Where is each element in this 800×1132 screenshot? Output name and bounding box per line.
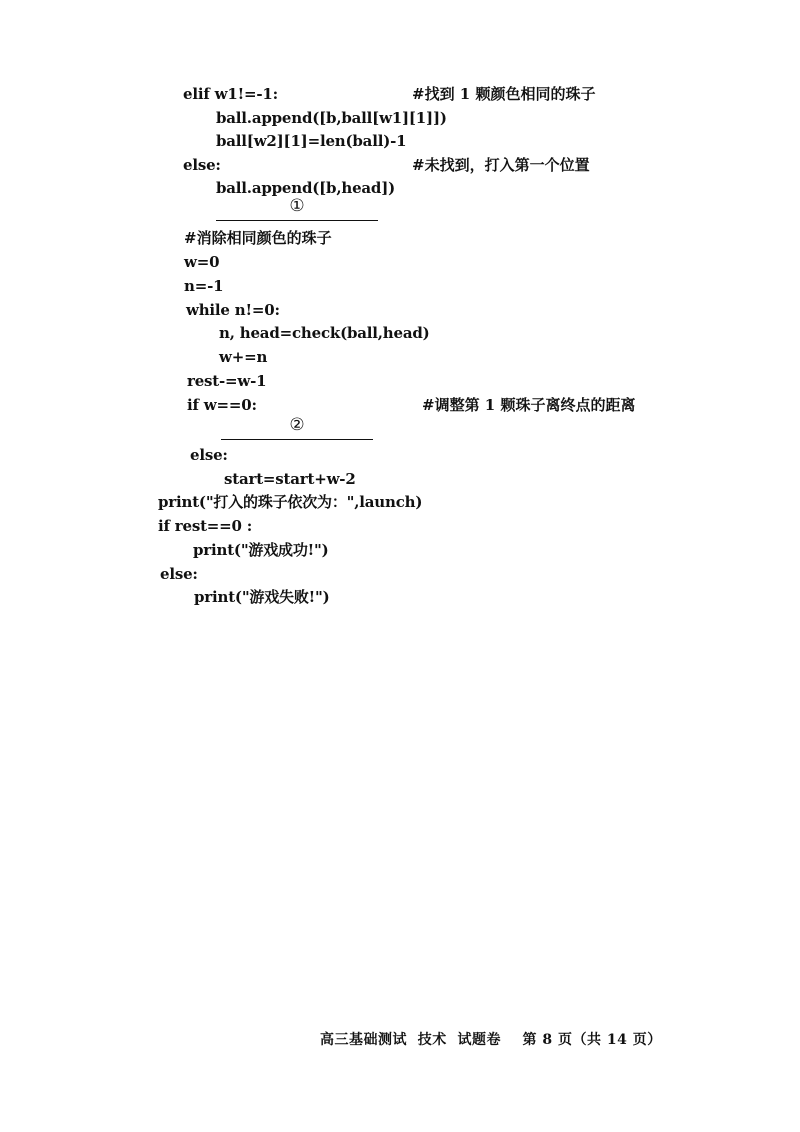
code-line-append-head: ball.append([b,head]) (216, 179, 396, 197)
code-line-print-launch: print("打入的珠子依次为：",launch) (158, 493, 423, 511)
code-comment-found: #找到 1 颗颜色相同的珠子 (412, 85, 596, 103)
answer-blank-2 (221, 415, 373, 440)
code-line-rest-update: rest-=w-1 (187, 372, 267, 390)
code-line-update-link: ball[w2][1]=len(ball)-1 (216, 132, 407, 150)
code-line-while: while n!=0: (186, 301, 280, 319)
code-line-w-init: w=0 (184, 253, 220, 271)
code-line-print-success: print("游戏成功!") (193, 541, 329, 559)
code-line-if-rest-zero: if rest==0 : (158, 517, 253, 535)
code-comment-not-found: #未找到，打入第一个位置 (412, 156, 590, 174)
code-comment-adjust-distance: #调整第 1 颗珠子离终点的距离 (422, 396, 636, 414)
code-comment-eliminate: #消除相同颜色的珠子 (184, 229, 332, 247)
code-line-else-3: else: (160, 565, 198, 583)
blank-number-2: ② (289, 415, 305, 435)
code-line-w-accumulate: w+=n (219, 348, 268, 366)
page-footer: 高三基础测试 技术 试题卷 第 8 页（共 14 页） (320, 1032, 662, 1048)
code-line-print-fail: print("游戏失败!") (194, 588, 330, 606)
code-line-append-match: ball.append([b,ball[w1][1]]) (216, 109, 447, 127)
answer-blank-1 (216, 196, 378, 221)
code-line-else: else: (183, 156, 221, 174)
code-line-start-update: start=start+w-2 (224, 470, 356, 488)
blank-number-1: ① (289, 196, 305, 216)
code-line-if-w-zero: if w==0: (187, 396, 257, 414)
code-line-elif: elif w1!=-1: (183, 85, 278, 103)
code-line-check-call: n, head=check(ball,head) (219, 324, 430, 342)
code-line-n-init: n=-1 (184, 277, 224, 295)
code-line-else-2: else: (190, 446, 228, 464)
